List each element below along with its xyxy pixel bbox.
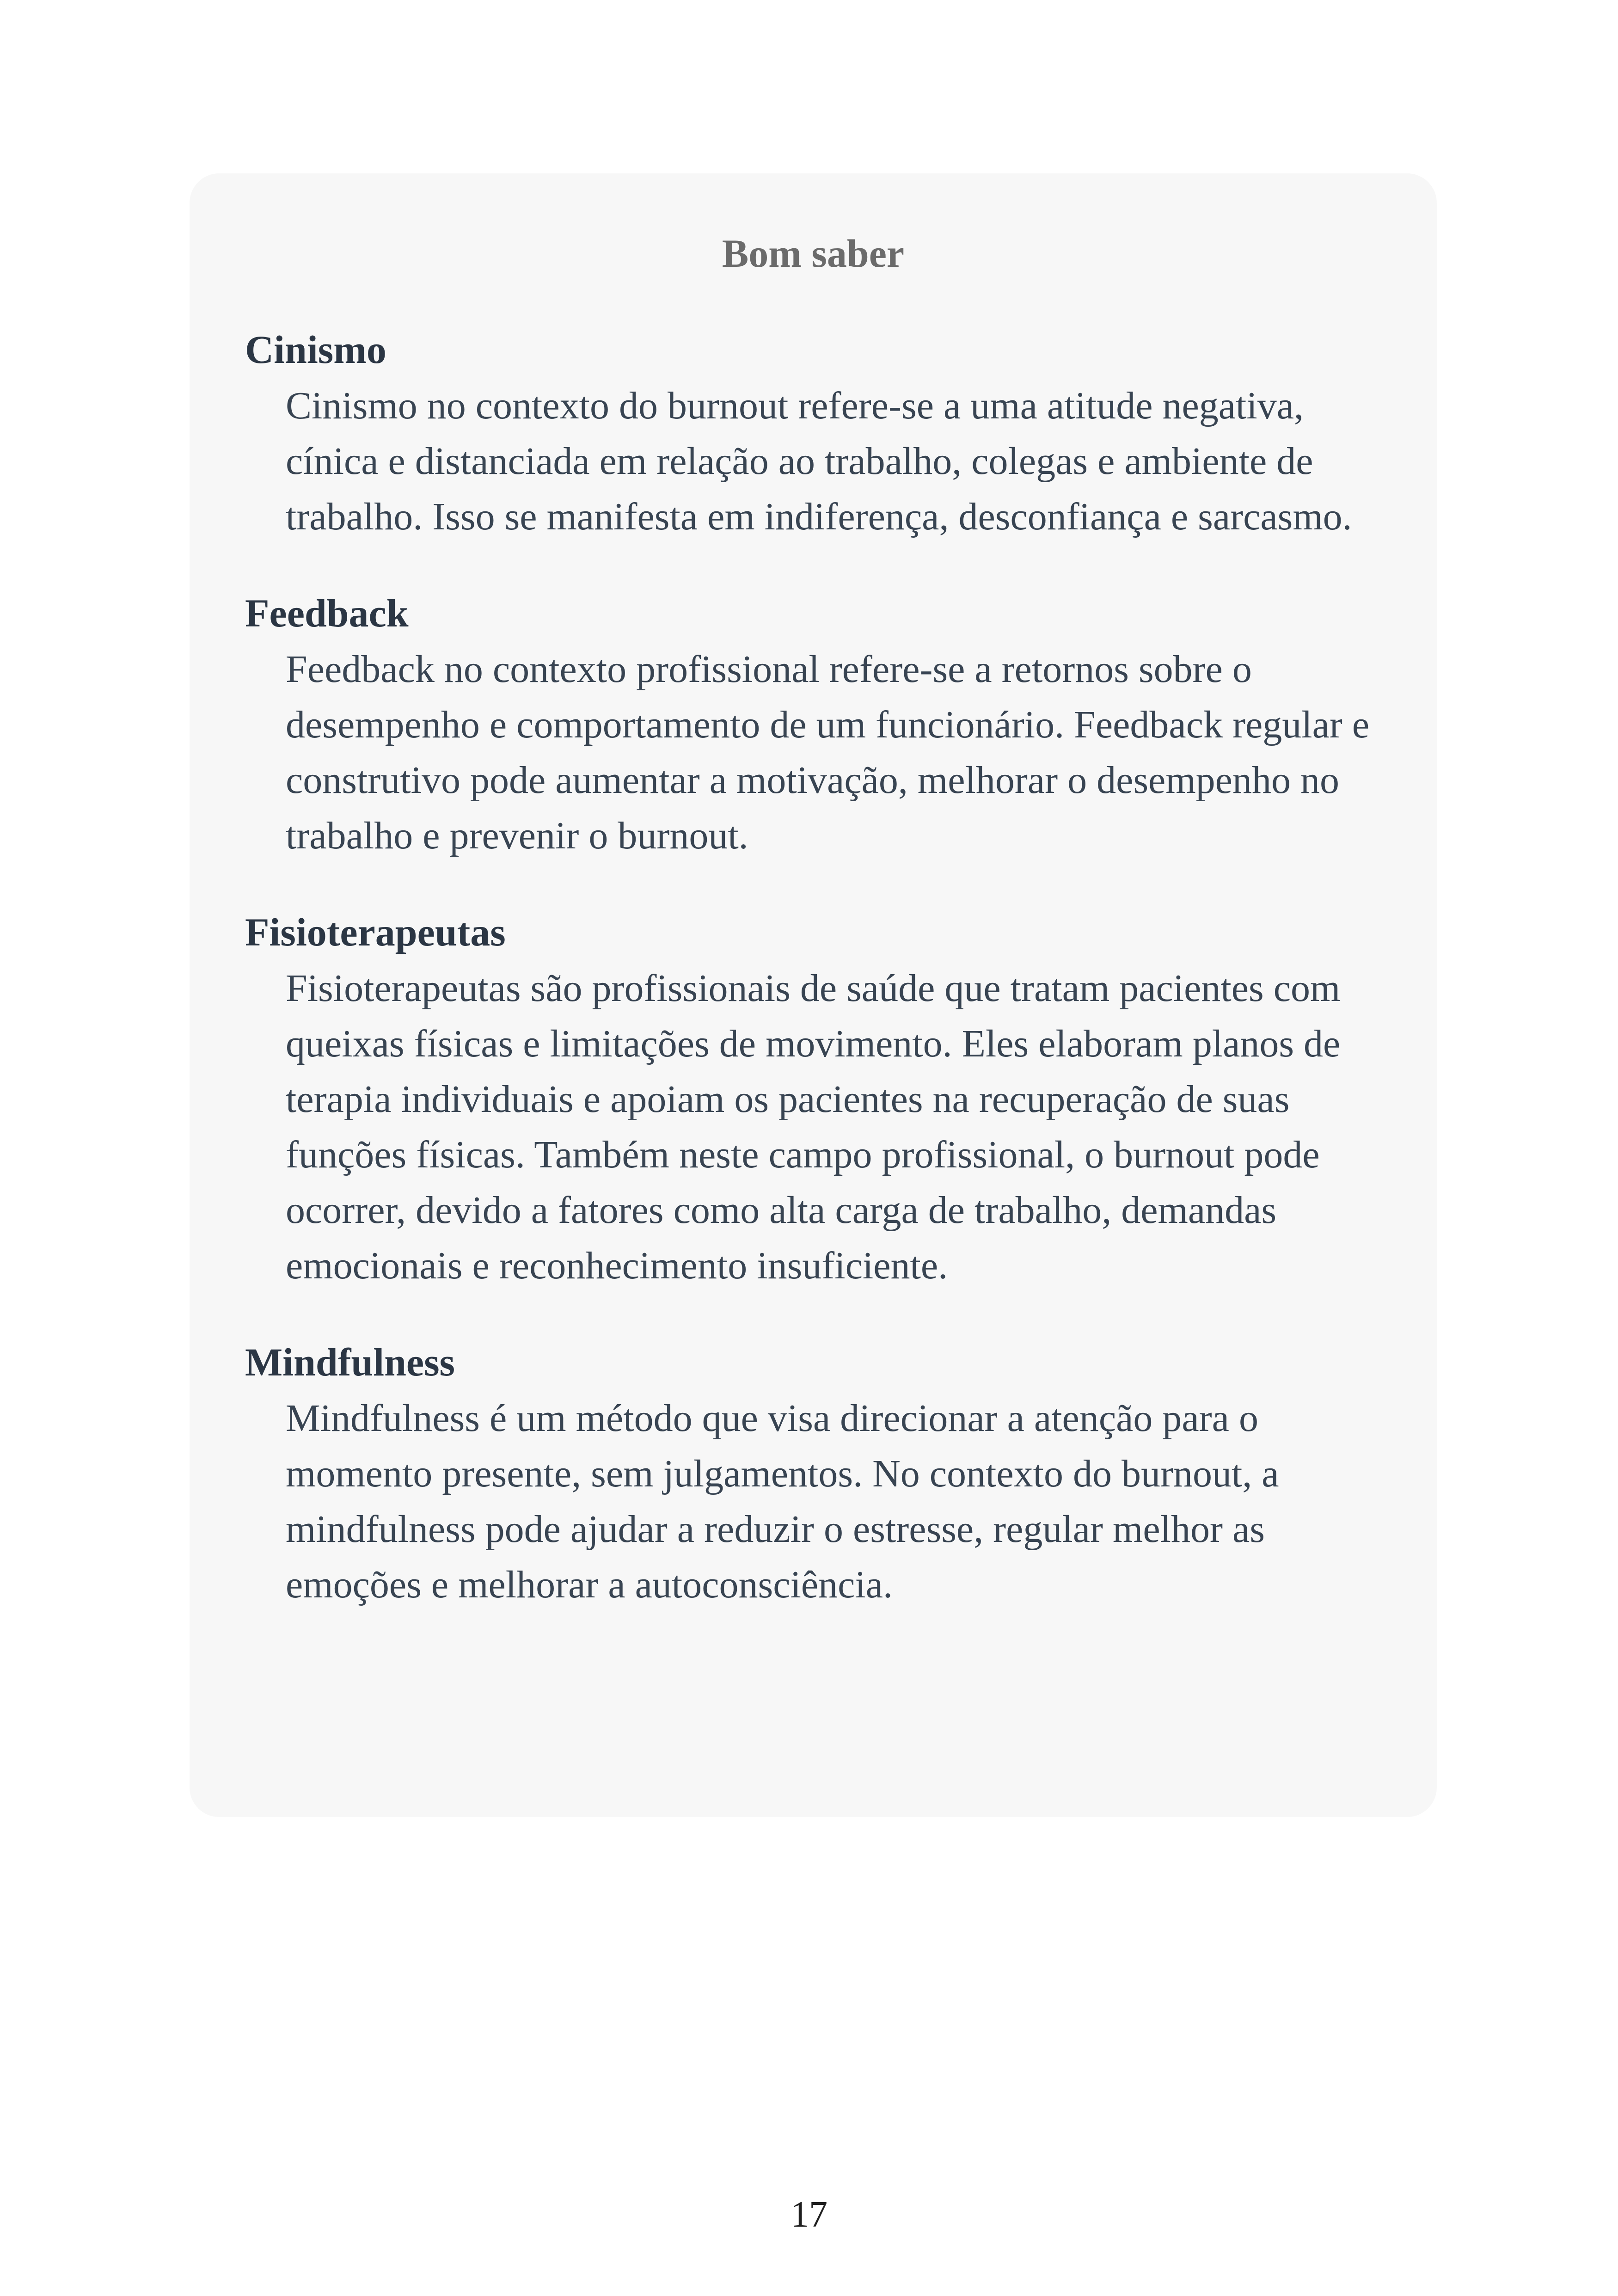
box-title: Bom saber xyxy=(722,231,905,276)
glossary-entry-mindfulness xyxy=(245,1336,1386,1613)
glossary-entry-cinismo xyxy=(245,324,1386,545)
glossary-entry-fisioterapeutas xyxy=(245,906,1386,1294)
info-box xyxy=(190,173,1437,1817)
term-name: Cinismo xyxy=(245,327,386,372)
term-definition: Fisioterapeutas são profissionais de saúde que tratam pacientes com queixas físicas e limitações de movimento. Eles elaboram planos de terapia individuais e apoiam os pacientes na recuperação de suas funções físicas. Também neste campo profissional, o burnout pode ocorrer, devido a fatores como alta carga de trabalho, demandas emocionais e reconhecimento insuficiente. xyxy=(286,967,1341,1287)
term-name: Mindfulness xyxy=(245,1340,455,1384)
glossary-entry-feedback xyxy=(245,587,1386,864)
term-definition: Feedback no contexto profissional refere-se a retornos sobre o desempenho e comportamento de um funcionário. Feedback regular e construtivo pode aumentar a motivação, melhorar o desempenho no trabalho e prevenir o burnout. xyxy=(286,648,1370,857)
term-name: Feedback xyxy=(245,591,409,635)
term-definition: Mindfulness é um método que visa direcionar a atenção para o momento presente, sem julgamentos. No contexto do burnout, a mindfulness pode ajudar a reduzir o estresse, regular melhor as emoções e melhorar a autoconsciência. xyxy=(286,1397,1279,1606)
term-definition: Cinismo no contexto do burnout refere-se a uma atitude negativa, cínica e distanciada em relação ao trabalho, colegas e ambiente de trabalho. Isso se manifesta em indiferença, desconfiança e sarcasmo. xyxy=(286,384,1352,538)
term-name: Fisioterapeutas xyxy=(245,910,506,954)
glossary-list xyxy=(245,324,1386,1655)
page-number: 17 xyxy=(791,2194,827,2235)
